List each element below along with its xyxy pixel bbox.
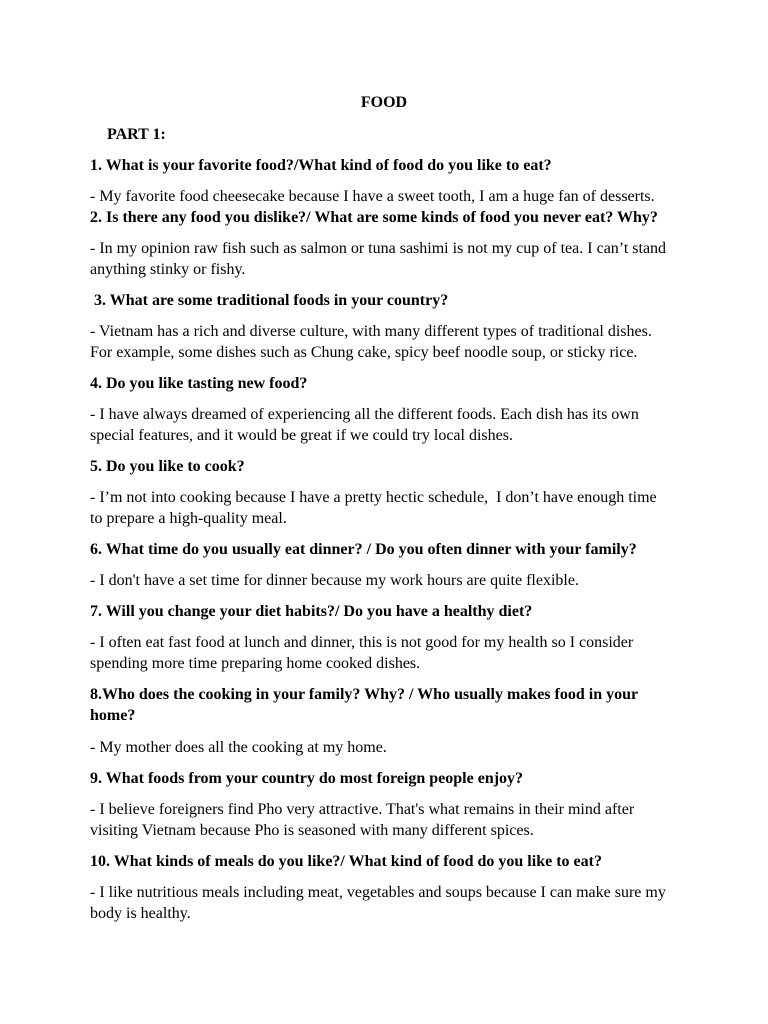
- question-6: 6. What time do you usually eat dinner? / Do you often dinner with your family?: [90, 541, 637, 558]
- answer-4-line-2: special features, and it would be great if we could try local dishes.: [90, 427, 513, 444]
- question-7: 7. Will you change your diet habits?/ Do you have a healthy diet?: [90, 603, 533, 620]
- question-10: 10. What kinds of meals do you like?/ What kind of food do you like to eat?: [90, 853, 602, 870]
- answer-1: - My favorite food cheesecake because I have a sweet tooth, I am a huge fan of desserts.: [90, 188, 655, 205]
- answer-3-line-2: For example, some dishes such as Chung cake, spicy beef noodle soup, or sticky rice.: [90, 344, 638, 361]
- question-9: 9. What foods from your country do most foreign people enjoy?: [90, 770, 524, 787]
- answer-7-line-2: spending more time preparing home cooked dishes.: [90, 655, 421, 672]
- answer-10-line-1: - I like nutritious meals including meat, vegetables and soups because I can make sure my: [90, 884, 666, 901]
- answer-4-line-1: - I have always dreamed of experiencing all the different foods. Each dish has its own: [90, 406, 639, 423]
- answer-2-line-1: - In my opinion raw fish such as salmon or tuna sashimi is not my cup of tea. I can’t stand: [90, 240, 667, 257]
- answer-5-line-1: - I’m not into cooking because I have a pretty hectic schedule, I don’t have enough time: [90, 489, 657, 506]
- document-title: FOOD: [360, 94, 408, 111]
- answer-7-line-1: - I often eat fast food at lunch and dinner, this is not good for my health so I consider: [90, 634, 634, 651]
- answer-10-line-2: body is healthy.: [90, 905, 191, 922]
- answer-9-line-2: visiting Vietnam because Pho is seasoned with many different spices.: [90, 822, 534, 839]
- part-heading: PART 1:: [107, 126, 166, 143]
- question-8-line-1: 8.Who does the cooking in your family? Why? / Who usually makes food in your: [90, 686, 639, 703]
- question-3: 3. What are some traditional foods in your country?: [90, 292, 449, 309]
- answer-8: - My mother does all the cooking at my home.: [90, 739, 387, 756]
- answer-9-line-1: - I believe foreigners find Pho very attractive. That's what remains in their mind after: [90, 801, 635, 818]
- question-4: 4. Do you like tasting new food?: [90, 375, 308, 392]
- answer-2-line-2: anything stinky or fishy.: [90, 261, 246, 278]
- question-8-line-2: home?: [90, 707, 136, 724]
- answer-5-line-2: to prepare a high-quality meal.: [90, 510, 287, 527]
- answer-6: - I don't have a set time for dinner because my work hours are quite flexible.: [90, 572, 579, 589]
- answer-3-line-1: - Vietnam has a rich and diverse culture, with many different types of traditional dishes.: [90, 323, 652, 340]
- question-2: 2. Is there any food you dislike?/ What are some kinds of food you never eat? Why?: [90, 209, 658, 226]
- question-5: 5. Do you like to cook?: [90, 458, 245, 475]
- question-1: 1. What is your favorite food?/What kind of food do you like to eat?: [90, 157, 552, 174]
